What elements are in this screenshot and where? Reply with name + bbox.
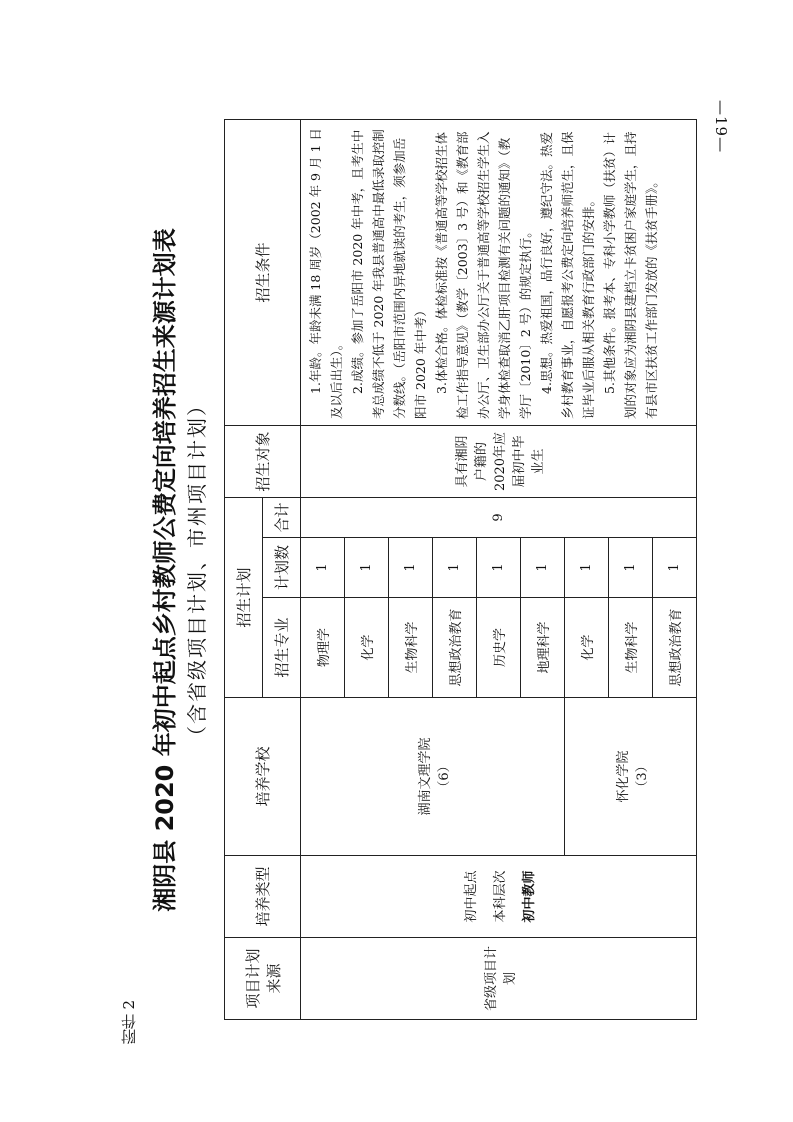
school-name-2: 怀化学院: [615, 750, 631, 803]
condition-1: 1.年龄。年龄未满 18 周岁（2002 年 9 月 1 日及以后出生）。: [308, 128, 344, 419]
header-plan: 招生计划: [225, 497, 263, 697]
header-type: 培养类型: [225, 856, 301, 938]
count-cell: 1: [345, 538, 389, 598]
school-name-1: 湖南文理学院: [417, 737, 433, 816]
rotated-table-sheet: [145, 110, 705, 1030]
condition-5: 5.其他条件。报考本、专科小学教师（扶贫）计划的对象应为湘阴县建档立卡贫困户家庭学生，且持有县市区扶贫工作部门发放的《扶贫手册》。: [602, 131, 659, 419]
header-target: 招生对象: [225, 425, 301, 497]
major-cell: 地理科学: [521, 598, 565, 698]
count-cell: 1: [521, 538, 565, 598]
source-cell: 省级项目计划: [301, 938, 697, 1020]
type-value-1: 初中起点: [464, 870, 479, 923]
major-cell: 物理学: [301, 598, 345, 698]
condition-4: 4.思想。热爱祖国，品行良好，遵纪守法。热爱乡村教育事业，自愿报考公费定向培养师范生，且保证毕业后服从相关教育行政部门的安排。: [539, 131, 596, 419]
school-cell-2: [565, 698, 697, 856]
count-cell: 1: [389, 538, 433, 598]
major-cell: 思想政治教育: [433, 598, 477, 698]
condition-2: 2.成绩。参加了岳阳市 2020 年中考，且考生中考总成绩不低于 2020 年我县普通高中最低录取控制分数线。（岳阳市范围内异地就读的考生，须参加岳阳市 2020 年中考）: [350, 129, 428, 419]
type-cell: [301, 856, 697, 938]
header-conditions: 招生条件: [225, 119, 301, 425]
count-cell: 1: [653, 538, 697, 598]
header-source: 项目计划来源: [225, 938, 301, 1020]
target-cell: 具有湘阴户籍的2020年应届初中毕业生: [301, 425, 697, 497]
header-major: 招生专业: [263, 598, 301, 698]
header-school: 培养学校: [225, 698, 301, 856]
count-cell: 1: [301, 538, 345, 598]
conditions-cell: [301, 119, 697, 425]
major-cell: 思想政治教育: [653, 598, 697, 698]
total-cell: 9: [301, 497, 697, 537]
page-title: 湘阴县 2020 年初中起点乡村教师公费定向培养招生来源计划表: [151, 228, 179, 912]
type-value-2: 本科层次: [493, 870, 508, 923]
major-cell: 化学: [345, 598, 389, 698]
page-number: —19—: [712, 100, 730, 154]
school-cell-1: [301, 698, 565, 856]
major-cell: 历史学: [477, 598, 521, 698]
count-cell: 1: [477, 538, 521, 598]
header-total: 合计: [263, 497, 301, 537]
count-cell: 1: [609, 538, 653, 598]
major-cell: 生物科学: [389, 598, 433, 698]
header-count: 计划数: [263, 538, 301, 598]
page-subtitle: （含省级项目计划、市州项目计划）: [185, 394, 209, 746]
enrollment-plan-table: [224, 119, 697, 1020]
type-value-3: 初中教师: [522, 870, 537, 923]
count-cell: 1: [565, 538, 609, 598]
count-cell: 1: [433, 538, 477, 598]
major-cell: 生物科学: [609, 598, 653, 698]
school-count-1: （6）: [436, 759, 452, 794]
attachment-label: 附件 2: [120, 1000, 138, 1045]
major-cell: 化学: [565, 598, 609, 698]
condition-3: 3.体检合格。体检标准按《普通高等学校招生体检工作指导意见》（教学〔2003〕3 号）和《教育部办公厅、卫生部办公厅关于普通高等学校招生学生入学身体检查取消乙肝项目检测有关问题的通知》（教学厅〔2010〕2 号）的规定执行。: [434, 131, 533, 419]
school-count-2: （3）: [634, 759, 650, 794]
